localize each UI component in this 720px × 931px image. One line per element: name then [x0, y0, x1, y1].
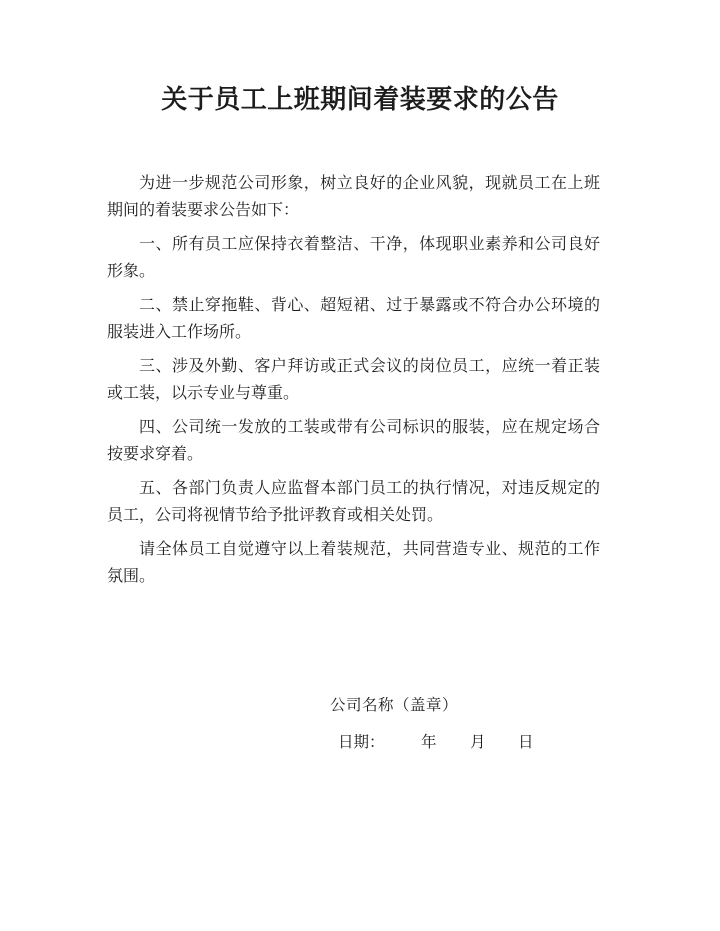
paragraph-line: 二、禁止穿拖鞋、背心、超短裙、过于暴露或不符合办公环境的 — [139, 295, 600, 314]
paragraph-line: 四、公司统一发放的工装或带有公司标识的服装，应在规定场合 — [139, 417, 600, 436]
paragraph-item-3 — [107, 353, 600, 406]
paragraph-line: 或工装，以示专业与尊重。 — [107, 382, 300, 402]
signature-company: 公司名称（盖章） — [330, 696, 459, 714]
paragraph-item-1 — [107, 231, 600, 284]
paragraph-item-5 — [107, 475, 600, 528]
signature-date-month: 月 — [470, 733, 486, 751]
paragraph-line: 一、所有员工应保持衣着整洁、干净，体现职业素养和公司良好 — [139, 234, 600, 253]
paragraph-line: 为进一步规范公司形象，树立良好的企业风貌，现就员工在上班 — [139, 173, 600, 192]
paragraph-line: 氛围。 — [107, 565, 156, 585]
paragraph-line: 形象。 — [107, 260, 156, 280]
document-title: 关于员工上班期间着装要求的公告 — [161, 85, 559, 115]
paragraph-line: 五、各部门负责人应监督本部门员工的执行情况，对违反规定的 — [139, 478, 600, 497]
paragraph-intro — [107, 170, 600, 223]
paragraph-line: 服装进入工作场所。 — [107, 321, 252, 341]
paragraph-item-4 — [107, 414, 600, 467]
paragraph-line: 员工，公司将视情节给予批评教育或相关处罚。 — [107, 504, 444, 524]
paragraph-item-2 — [107, 292, 600, 345]
paragraph-line: 请全体员工自觉遵守以上着装规范，共同营造专业、规范的工作 — [139, 539, 600, 558]
paragraph-closing — [107, 536, 600, 589]
paragraph-line: 三、涉及外勤、客户拜访或正式会议的岗位员工，应统一着正装 — [139, 356, 600, 375]
signature-date-label: 日期： — [338, 733, 385, 751]
paragraph-line: 按要求穿着。 — [107, 443, 204, 463]
paragraph-line: 期间的着装要求公告如下： — [107, 199, 300, 219]
document-body — [107, 170, 600, 597]
signature-date-year: 年 — [421, 733, 437, 751]
signature-date-day: 日 — [518, 733, 534, 751]
